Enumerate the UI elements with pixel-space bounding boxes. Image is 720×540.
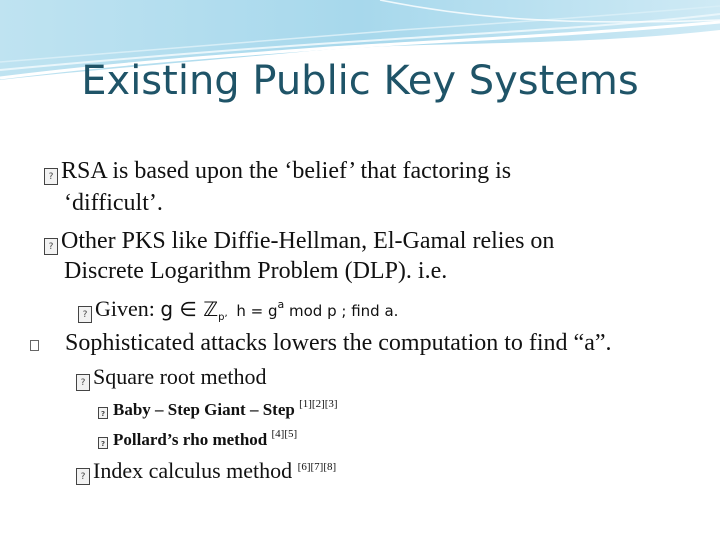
bullet-glyph-icon: ? (98, 407, 108, 419)
page-title: Existing Public Key Systems (81, 58, 639, 104)
bullet-glyph-icon: ? (44, 168, 58, 185)
bullet-glyph-icon: ? (44, 238, 58, 255)
sub-bullet-index-calculus: ? Index calculus method [6][7][8] (76, 458, 336, 485)
bullet-square-icon (30, 340, 39, 351)
sub-sub-bullet-baby-step: ? Baby – Step Giant – Step [1][2][3] (98, 398, 338, 420)
bullet-rsa (44, 158, 511, 185)
sub-bullet-square-root: ? Square root method (76, 364, 267, 391)
bullet-attacks-text: Sophisticated attacks lowers the computation to find “a”. (65, 330, 612, 356)
group-membership-math: g ∈ ℤ (160, 297, 219, 321)
bullet-rsa-continued: ‘difficult’. (64, 190, 163, 216)
bullet-other-text: Other PKS like Diffie-Hellman, El-Gamal relies on (61, 228, 555, 254)
sub-sub-bullet-pollard: ? Pollard’s rho method [4][5] (98, 428, 297, 450)
bullet-glyph-icon: ? (78, 306, 92, 323)
bullet-attacks (30, 330, 612, 357)
sub-bullet-given: ? Given: g ∈ ℤ$_p$, $h = g^a$ mod p ; find a. (78, 296, 398, 323)
dlp-equation: $h = g^a$ mod p ; find a. (236, 298, 399, 320)
citation-refs: [1][2][3] (299, 398, 338, 410)
bullet-glyph-icon: ? (98, 437, 108, 449)
bullet-glyph-icon: ? (76, 468, 90, 485)
citation-refs: [4][5] (271, 428, 298, 440)
bullet-other-pks (44, 228, 554, 255)
bullet-other-continued: Discrete Logarithm Problem (DLP). i.e. (64, 258, 448, 284)
citation-refs: [6][7][8] (297, 461, 337, 473)
bullet-rsa-text: RSA is based upon the ‘belief’ that factoring is (61, 158, 512, 184)
bullet-glyph-icon: ? (76, 374, 90, 391)
